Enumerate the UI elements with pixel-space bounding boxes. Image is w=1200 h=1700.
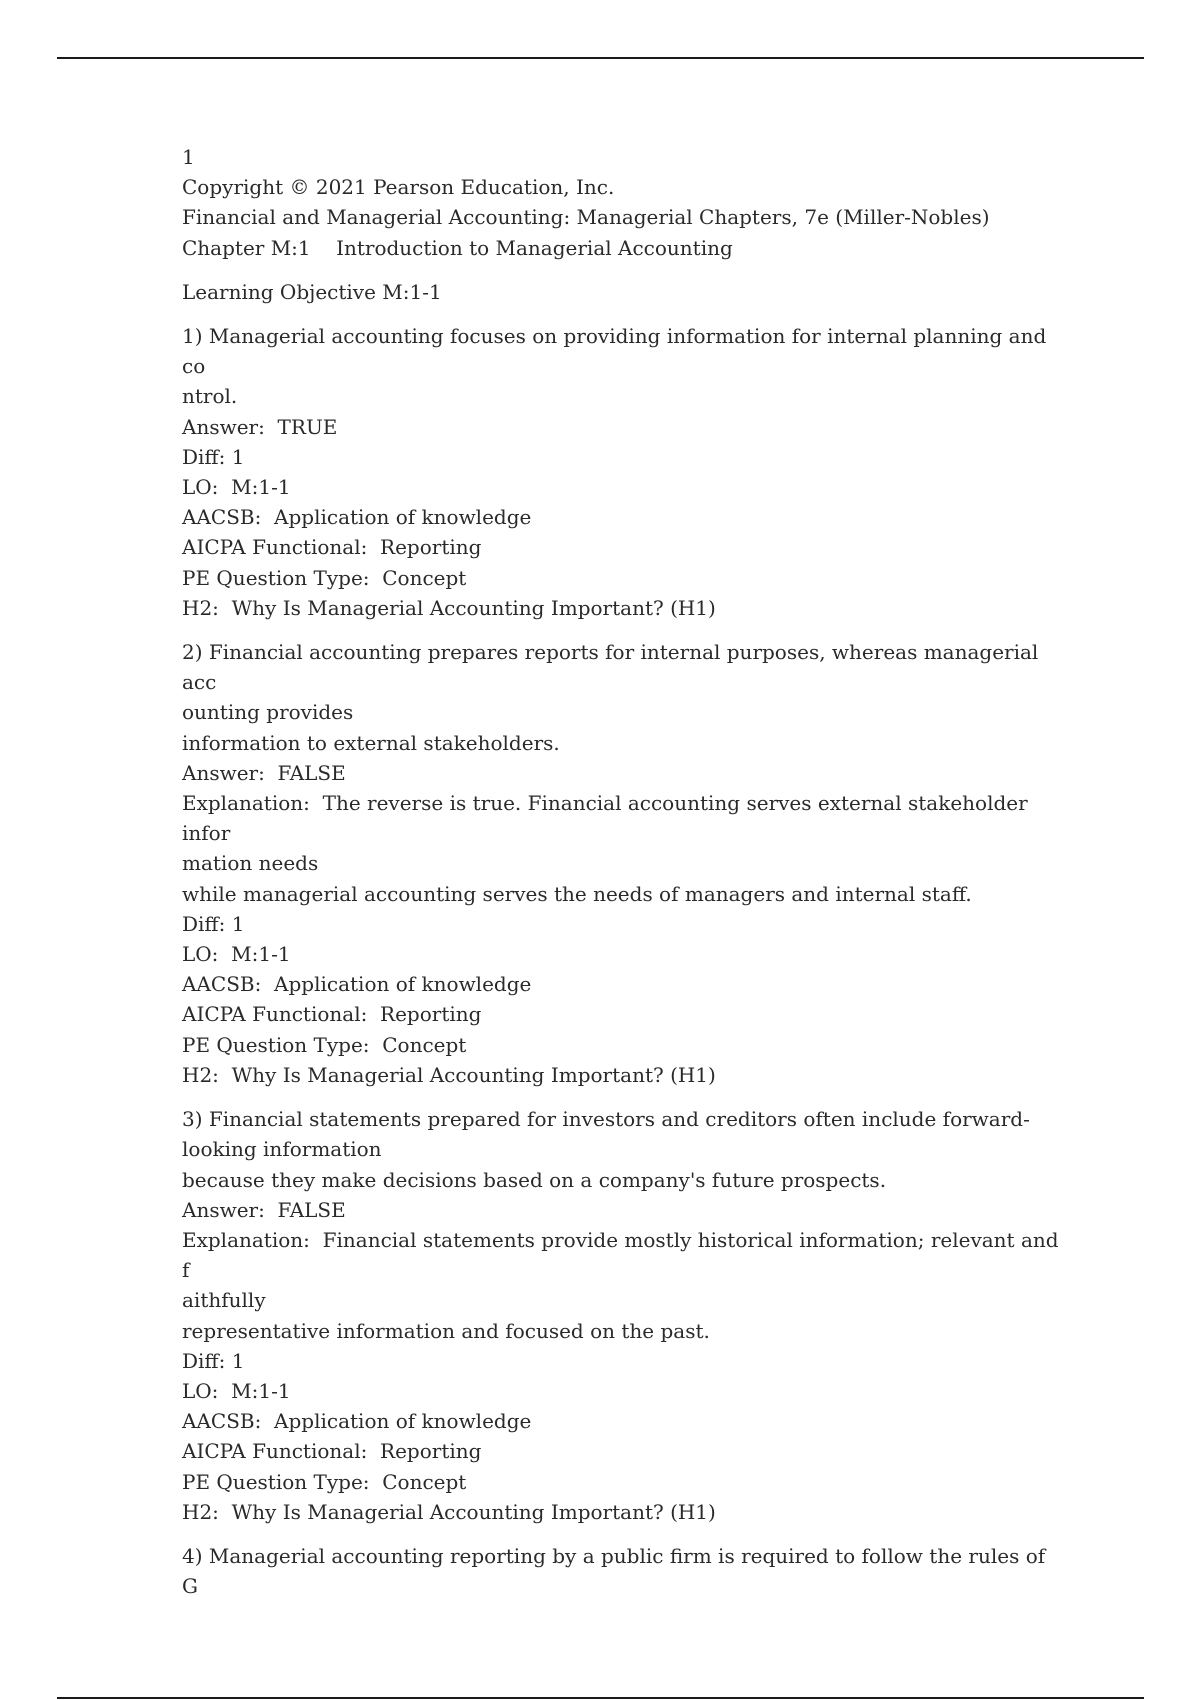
pe-type-line: PE Question Type: Concept [182,1469,467,1494]
explanation-line: Explanation: The reverse is true. Financial accounting serves external stakeholder infor [182,791,1035,846]
copyright-line: Copyright © 2021 Pearson Education, Inc. [182,175,615,200]
lo-line: LO: M:1-1 [182,1378,291,1403]
answer-line: Answer: TRUE [182,414,338,439]
pe-type-line: PE Question Type: Concept [182,565,467,590]
aicpa-line: AICPA Functional: Reporting [182,535,482,560]
question-text-line: looking information [182,1137,382,1162]
aacsb-line: AACSB: Application of knowledge [182,1409,532,1434]
explanation-line: while managerial accounting serves the needs of managers and internal staff. [182,881,972,906]
question-text-line: ounting provides [182,700,354,725]
explanation-line: Explanation: Financial statements provide mostly historical information; relevant and f [182,1227,1065,1283]
lo-line: LO: M:1-1 [182,942,291,967]
question-1 [182,321,1062,623]
pe-type-line: PE Question Type: Concept [182,1032,467,1057]
learning-objective-heading [182,277,1062,307]
question-text-line: because they make decisions based on a company's future prospects. [182,1167,887,1192]
question-3 [182,1104,1065,1527]
lo-line: LO: M:1-1 [182,475,291,500]
chapter-title: Chapter M:1 Introduction to Managerial Accounting [182,235,733,260]
question-text-line: ntrol. [182,384,238,409]
top-rule [57,57,1144,59]
document-body [182,142,1065,1601]
h2-line: H2: Why Is Managerial Accounting Important? (H1) [182,1499,716,1524]
diff-line: Diff: 1 [182,911,245,936]
aacsb-line: AACSB: Application of knowledge [182,972,532,997]
explanation-line: representative information and focused on the past. [182,1318,710,1343]
question-text-line: information to external stakeholders. [182,730,560,755]
book-title: Financial and Managerial Accounting: Managerial Chapters, 7e (Miller-Nobles) [182,205,990,230]
aicpa-line: AICPA Functional: Reporting [182,1439,482,1464]
h2-line: H2: Why Is Managerial Accounting Important? (H1) [182,595,716,620]
question-4 [182,1541,1062,1601]
h2-line: H2: Why Is Managerial Accounting Important? (H1) [182,1062,716,1087]
document-header [182,142,1062,263]
explanation-line: aithfully [182,1288,266,1313]
explanation-line: mation needs [182,851,319,876]
diff-line: Diff: 1 [182,1348,245,1373]
diff-line: Diff: 1 [182,444,245,469]
page-number: 1 [182,145,195,169]
bottom-rule [57,1697,1144,1699]
question-2 [182,637,1062,1090]
answer-line: Answer: FALSE [182,1197,346,1222]
aacsb-line: AACSB: Application of knowledge [182,505,532,530]
question-text-line: 2) Financial accounting prepares reports for internal purposes, whereas managerial acc [182,640,1045,695]
learning-objective-title: Learning Objective M:1-1 [182,279,442,304]
answer-line: Answer: FALSE [182,760,346,785]
question-text-line: 4) Managerial accounting reporting by a public firm is required to follow the rules of G [182,1543,1052,1599]
aicpa-line: AICPA Functional: Reporting [182,1002,482,1027]
question-text-line: 3) Financial statements prepared for investors and creditors often include forward- [182,1107,1030,1132]
question-text-line: 1) Managerial accounting focuses on providing information for internal planning and co [182,324,1053,379]
